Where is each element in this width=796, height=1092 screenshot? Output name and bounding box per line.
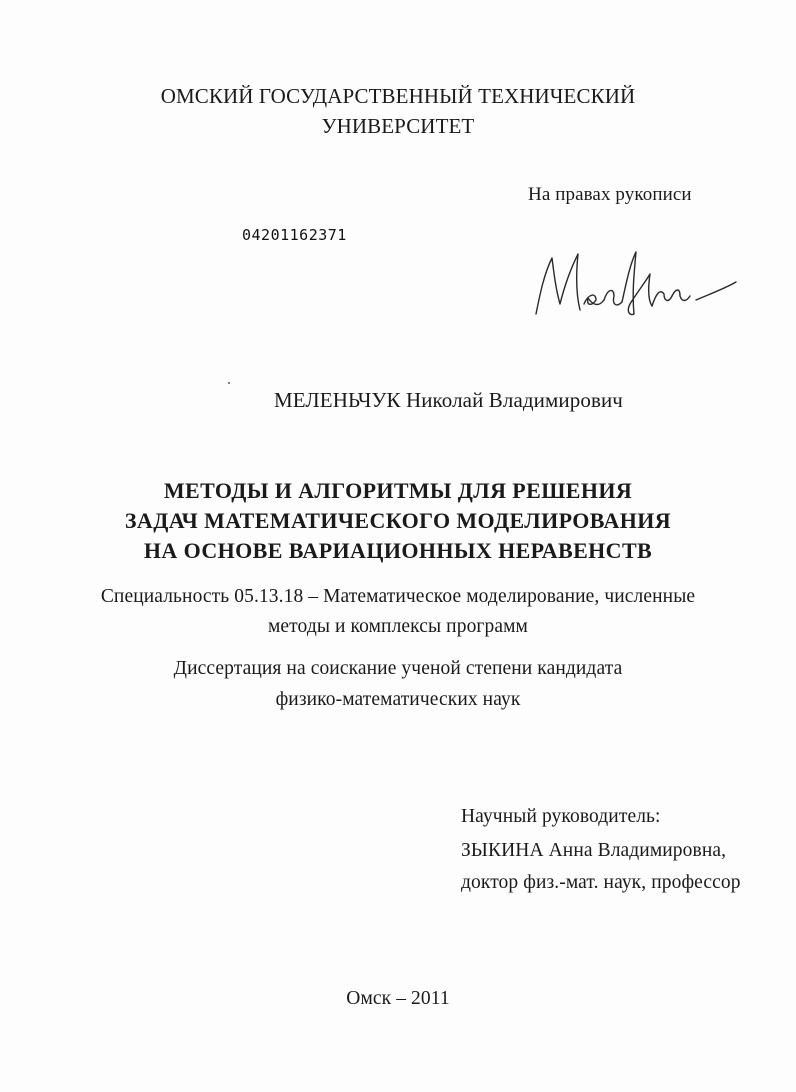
degree-line-2: физико-математических наук <box>275 689 521 710</box>
thesis-title-line-2: ЗАДАЧ МАТЕМАТИЧЕСКОГО МОДЕЛИРОВАНИЯ <box>124 508 672 533</box>
thesis-title-line-3: НА ОСНОВЕ ВАРИАЦИОННЫХ НЕРАВЕНСТВ <box>143 538 653 563</box>
author-signature <box>530 244 740 330</box>
degree-line-1: Диссертация на соискание ученой степени кандидата <box>173 658 623 679</box>
supervisor-degree: доктор физ.-мат. наук, профессор <box>461 872 741 893</box>
inventory-number: 04201162371 <box>242 226 347 244</box>
supervisor-name: ЗЫКИНА Анна Владимировна, <box>461 840 727 861</box>
author-name: МЕЛЕНЬЧУК Николай Владимирович <box>274 388 623 412</box>
supervisor-label: Научный руководитель: <box>461 806 661 827</box>
specialty-line-1: Специальность 05.13.18 – Математическое моделирование, численные <box>100 586 696 607</box>
university-name-line-2: УНИВЕРСИТЕТ <box>321 114 475 138</box>
thesis-title-line-1: МЕТОДЫ И АЛГОРИТМЫ ДЛЯ РЕШЕНИЯ <box>163 478 633 503</box>
specialty-line-2: методы и комплексы программ <box>267 616 529 637</box>
scan-speck <box>228 382 230 384</box>
university-name-line-1: ОМСКИЙ ГОСУДАРСТВЕННЫЙ ТЕХНИЧЕСКИЙ <box>160 84 636 108</box>
manuscript-rights-note: На правах рукописи <box>528 184 692 205</box>
place-and-year: Омск – 2011 <box>346 988 450 1009</box>
